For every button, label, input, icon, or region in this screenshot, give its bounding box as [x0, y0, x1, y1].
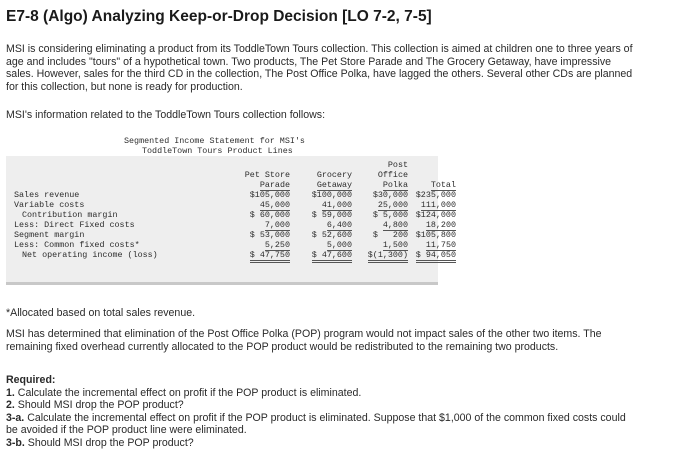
statement-heading-1: Segmented Income Statement for MSI's	[124, 136, 305, 146]
table-row	[6, 230, 458, 240]
intro-line: for this collection, but none is ready for production.	[6, 80, 243, 93]
cell: $(1,300)	[368, 250, 408, 263]
row-label: Less: Direct Fixed costs	[14, 220, 135, 230]
row-label: Net operating income (loss)	[22, 250, 158, 260]
col-header: Pet Store	[244, 170, 290, 180]
table-row	[6, 250, 458, 260]
cell: 5,250	[264, 240, 290, 250]
table-row	[6, 220, 458, 230]
required-heading: Required:	[6, 374, 56, 386]
intro-line: age and includes "tours" of a hypothetical town. Two products, The Pet Store Parade and The Grocery Getaway, have impressive	[6, 55, 612, 68]
table-row	[6, 190, 458, 200]
col-header: Office	[377, 170, 408, 180]
required-item-continued: be avoided if the POP product line were eliminated.	[6, 424, 247, 436]
pop-note-line: MSI has determined that elimination of the Post Office Polka (POP) program would not impact sales of the other two items. The	[6, 328, 602, 340]
footnote-text: *Allocated based on total sales revenue.	[6, 307, 196, 319]
table-row	[6, 240, 458, 250]
cell: 6,400	[326, 220, 352, 230]
required-section	[6, 374, 696, 449]
cell: $ 200	[372, 230, 408, 240]
required-item	[6, 412, 696, 425]
cell: 41,000	[321, 200, 352, 210]
required-item	[6, 399, 696, 412]
cell: $105,000	[249, 190, 290, 200]
cell: $ 5,000	[372, 210, 408, 220]
cell: $105,800	[415, 230, 456, 240]
info-line	[6, 109, 696, 122]
row-label: Segment margin	[14, 230, 85, 240]
required-item	[6, 387, 696, 400]
required-item-number: 3-a.	[6, 411, 25, 424]
table-row	[6, 200, 458, 210]
col-header: Getaway	[316, 180, 352, 190]
cell: 4,800	[382, 220, 408, 230]
row-label: Variable costs	[14, 200, 85, 210]
required-item	[6, 437, 696, 450]
cell: 5,000	[326, 240, 352, 250]
cell: 45,000	[259, 200, 290, 210]
required-item-text: Should MSI drop the POP product?	[27, 436, 194, 449]
required-item-number: 1.	[6, 386, 15, 399]
col-header: Polka	[382, 180, 408, 190]
cell: $ 47,750	[250, 250, 290, 263]
cell: $ 59,000	[311, 210, 352, 220]
cell: 7,000	[264, 220, 290, 230]
pop-note-paragraph	[6, 328, 696, 353]
cell: $235,000	[415, 190, 456, 200]
cell: 25,000	[377, 200, 408, 210]
cell: $ 94,050	[416, 250, 456, 263]
col-header: Parade	[259, 180, 290, 190]
required-item-number: 2.	[6, 399, 15, 411]
cell: $124,000	[415, 210, 456, 220]
table-row	[6, 210, 458, 220]
cell: $30,000	[372, 190, 408, 200]
cell: $ 47,600	[312, 250, 352, 263]
intro-line: MSI is considering eliminating a product from its ToddleTown Tours collection. This collection is aimed at children one to three years of	[6, 43, 633, 55]
intro-paragraph	[6, 43, 696, 93]
cell: 11,750	[425, 240, 456, 250]
row-label: Less: Common fixed costs*	[14, 240, 140, 250]
row-label: Contribution margin	[22, 210, 118, 220]
statement-heading-2: ToddleTown Tours Product Lines	[142, 146, 293, 156]
col-header: Grocery	[316, 170, 352, 180]
cell: $ 60,000	[249, 210, 290, 220]
row-label: Sales revenue	[14, 190, 80, 200]
cell: $ 52,600	[311, 230, 352, 240]
cell: 111,000	[420, 200, 456, 210]
required-item-text: Calculate the incremental effect on profit if the POP product is eliminated.	[17, 386, 362, 399]
cell: 1,500	[382, 240, 408, 250]
income-statement-table	[6, 160, 458, 260]
intro-line: sales. However, sales for the third CD in the collection, The Post Office Polka, have lagged the others. Several other CDs are planned	[6, 68, 633, 80]
cell: $100,000	[311, 190, 352, 200]
required-item-text: Should MSI drop the POP product?	[17, 399, 184, 411]
required-item-text: Calculate the incremental effect on profit if the POP product is eliminated. Suppose that $1,000 of the common fixed costs could	[27, 411, 626, 424]
col-header: Post	[387, 160, 408, 170]
cell: 18,200	[425, 220, 456, 230]
page-title: E7-8 (Algo) Analyzing Keep-or-Drop Decision [LO 7-2, 7-5]	[6, 8, 432, 25]
cell: $ 53,000	[249, 230, 290, 240]
required-item-number: 3-b.	[6, 436, 25, 449]
info-line-text: MSI's information related to the ToddleTown Tours collection follows:	[6, 109, 326, 121]
pop-note-line: remaining fixed overhead currently allocated to the POP product would be redistributed to the remaining two products.	[6, 340, 559, 353]
col-header: Total	[430, 180, 456, 190]
footnote	[6, 307, 696, 320]
